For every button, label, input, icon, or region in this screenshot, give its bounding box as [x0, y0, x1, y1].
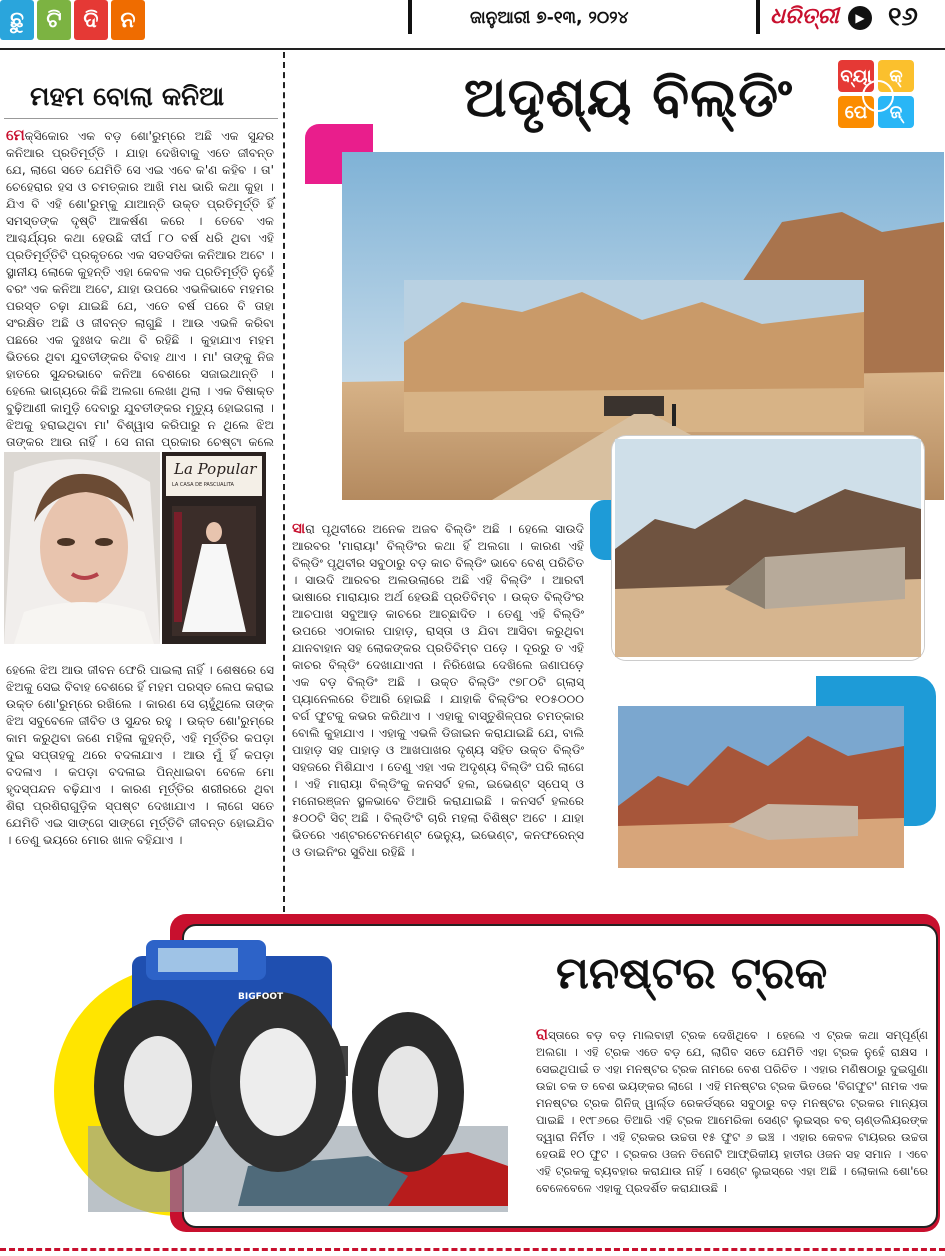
invisible-building-text — [292, 520, 584, 882]
monster-truck-photo — [88, 936, 508, 1212]
wax-bride-title: ମହମ ବୋଲା କନିଆ — [30, 82, 225, 112]
brand-name: ଧରିତ୍ରୀ — [770, 4, 839, 29]
header-rule — [0, 48, 945, 50]
tag-tile-4: ଜ୍ — [878, 96, 914, 128]
logo-tile-1: ଛୁ — [0, 0, 34, 40]
wax-bride-text-1: କ୍ସିକୋର ଏକ ବଡ଼ ଶୋ'ରୁମ୍‌ରେ ଅଛି ଏକ ସୁନ୍ଦର କନିଆର ପ୍ରତିମୂର୍ତ୍ତି । ଯାହା ଦେଖିବାକୁ ଏତେ ଜୀବନ୍ତ ଯେ, ଲାଗେ ସତେ ଯେମିତି ସେ ଏଇ ଏବେ କ'ଣ କହିବ । ତା' ଚେହେରାର ହସ ଓ ଚମତ୍କାର ଆଖି ମଧ ଭାରି କଥା କୁହା । ଯିଏ ବି ଏହି ଶୋ'ରୁମ୍‌କୁ ଯାଆନ୍ତି ଉକ୍ତ ପ୍ରତିମୂର୍ତ୍ତି ହିଁ ସମସ୍ତଙ୍କ ଦୃଷ୍ଟି ଆକର୍ଷଣ କରେ । ତେବେ ଏକ ଆଶ୍ଚର୍ଯ୍ୟର କଥା ହେଉଛି ଦୀର୍ଘ ୮୦ ବର୍ଷ ଧରି ଥିବା ଏହି ପ୍ରତିମୂର୍ତ୍ତିଟି ପ୍ରକୃତରେ ଏକ ସତସତିକା କନିଆର ଅଟେ । ସ୍ଥାନୀୟ ଲୋକେ କୁହନ୍ତି ଏହା କେବଳ ଏକ ପ୍ରତିମୂର୍ତ୍ତି ନୁହେଁ ବରଂ ଏକ କନିଆ ଅଟେ, ଯାହା ଉପରେ ଏଭଳିଭାବେ ମହମର ପରସ୍ତ ଚଢ଼ା ଯାଇଛି ଯେ, ଏତେ ବର୍ଷ ପରେ ବି ତାହା ସଂରକ୍ଷିତ ଅଛି ଓ ଜୀବନ୍ତ ଲାଗୁଛି । ଆଉ ଏଭଳି କରିବା ପଛରେ ଏକ ଦୁଃଖଦ କଥା ବି ରହିଛି । କୁହାଯାଏ ମହମ ଭିତରେ ଥିବା ଯୁବତୀଙ୍କର ବିବାହ ଥାଏ । ମା' ତାଙ୍କୁ ନିଜ ହାତରେ ସୁନ୍ଦରଭାବେ କନିଆ ବେଶରେ ସଜାଇଥାନ୍ତି । ହେଲେ ଭାଗ୍ୟରେ କିଛି ଅଲଗା ଲେଖା ଥିଲା । ଏକ ବିଷାକ୍ତ ବୁଢ଼ିଆଣୀ କାମୁଡ଼ି ଦେବାରୁ ଯୁବତୀଙ୍କର ମୃତ୍ୟୁ ହୋଇଗଲା । ଝିଅକୁ ହରାଇଥିବା ମା' ବିଶ୍ୱାସ କରିପାରୁ ନ ଥିଲେ ଝିଅ ତାଙ୍କର ଆଉ ନାହିଁ । ସେ ନାନା ପ୍ରକାର ଚେଷ୍ଟା କଲେ — [6, 129, 274, 449]
header-divider-right — [756, 0, 760, 34]
dropcap-sa: ସା — [292, 519, 306, 537]
tag-tile-3: ପେ — [838, 96, 874, 128]
logo-tile-2: ଟି — [37, 0, 71, 40]
tag-tile-1: ବ୍ୟା — [838, 60, 874, 92]
dropcap-me: ମେ — [6, 126, 25, 144]
section-logo — [0, 0, 145, 40]
monster-truck-title: ମନଷ୍ଟର ଟ୍ରକ — [556, 948, 828, 999]
wax-bride-paragraph-1 — [6, 126, 274, 449]
column-divider — [283, 52, 285, 912]
shop-window-photo — [162, 452, 266, 644]
invisible-building-body: ରା ପୃଥିବୀରେ ଅନେକ ଅଜବ ବିଲ୍ଡିଂ ଅଛି । ହେଲେ ସାଉଦି ଆରବର 'ମାରାୟା' ବିଲ୍ଡିଂର କଥା ହିଁ ଅଲଗା । କାରଣ ଏହି ବିଲ୍ଡିଂ ପୃଥିବୀର ସବୁଠାରୁ ବଡ଼ କାଚ ବିଲ୍ଡିଂ ଭାବେ ବେଶ୍ ପରିଚିତ । ସାଉଦି ଆରବର ଅଲଉଲାରେ ଅଛି ଏହି ବିଲ୍ଡିଂ । ଆରବୀ ଭାଷାରେ ମାରାୟାର ଅର୍ଥ ହେଉଛି ପ୍ରତିବିମ୍ବ । ଉକ୍ତ ବିଲ୍ଡିଂର ଆଚପାଖ ସବୁଆଡ଼ କାଚରେ ଆଚ୍ଛାଦିତ । ତେଣୁ ଏହି ବିଲ୍ଡିଂ ଉପରେ ଏଠାକାର ପାହାଡ଼, ରାସ୍ତା ଓ ଯିବା ଆସିବା କରୁଥିବା ଯାନବାହାନ ସହ ଲୋକଙ୍କର ପ୍ରତିବିମ୍ବ ପଡ଼େ । ଦୂରରୁ ତ ଏହି କାଚର ବିଲ୍ଡିଂ ଦେଖାଯାଏନା । ନିରିଖେଇ ଦେଖିଲେ ଜଣାପଡ଼େ ଏକ ବଡ଼ ବିଲ୍ଡିଂ ଅଛି । ଉକ୍ତ ବିଲ୍ଡିଂ ୯୭୮୦ଟି ଗ୍ଲାସ୍ ପ୍ୟାନେଲରେ ତିଆରି ହୋଇଛି । ଯାହାକି ବିଲ୍ଡିଂର ୧୦୫୦୦୦ ବର୍ଗ ଫୁଟକୁ କଭର କରିଥାଏ । ଏହାକୁ ବାସ୍ତୁଶିଳ୍ପର ଚମତ୍କାର ବୋଲି କୁହାଯାଏ । ଏହାକୁ ଏଭଳି ଡିଜାଇନ କରାଯାଇଛି ଯେ, ବାଲି ପାହାଡ଼ ସହ ପାହାଡ଼ ଓ ଆଖପାଖର ଦୃଶ୍ୟ ସହିତ ଉକ୍ତ ବିଲ୍ଡିଂ ସହଜରେ ମିଶିଯାଏ । ତେଣୁ ଏହା ଏକ ଅଦୃଶ୍ୟ ବିଲ୍ଡିଂ ପରି ଲାଗେ । ଏହି ମାରାୟା ବିଲ୍ଡିଂକୁ କନସର୍ଟ ହଲ, ଇଭେଣ୍ଟ ସ୍ପେସ୍ ଓ ମନୋରଞ୍ଜନ ସ୍ଥଳଭାବେ ତିଆରି କରାଯାଇଛି । କନସର୍ଟ ହଲରେ ୫୦୦ଟି ସିଟ୍ ଅଛି । ବିଲ୍ଡିଂଟି ଚାରି ମହଲା ବିଶିଷ୍ଟ ଅଟେ । ଯାହା ଭିତରେ ଏଣ୍ଟରଟେନମେଣ୍ଟ ଭେନ୍ୟୁ, ଇଭେଣ୍ଟ, କନଫରେନ୍ସ ଓ ଡାଇନିଂର ସୁବିଧା ରହିଛି । — [292, 522, 584, 859]
title-underline — [4, 118, 278, 119]
shop-sign: La Popular — [174, 460, 257, 478]
maraya-side-photo — [612, 436, 924, 660]
tag-tile-2: କ୍ — [878, 60, 914, 92]
logo-tile-4: ନ — [111, 0, 145, 40]
logo-tile-3: ଦି — [74, 0, 108, 40]
monster-truck-body: ସ୍ତାରେ ବଡ଼ ବଡ଼ ମାଲବାହୀ ଟ୍ରକ ଦେଖିଥିବେ । ହେଲେ ଏ ଟ୍ରକ କଥା ସମ୍ପୂର୍ଣ୍ଣ ଅଲଗା । ଏହି ଟ୍ରକ ଏତେ ବଡ଼ ଯେ, ଲାଗିବ ସତେ ଯେମିତି ଏହା ଟ୍ରକ ନୁହେଁ ରାକ୍ଷସ । ସେଇଥିପାଇଁ ତ ଏହା ମନଷ୍ଟର ଟ୍ରକ ନାମରେ ବେଶ ପରିଚିତ । ଏହାର ମଣିଷଠାରୁ ଦୁଇଗୁଣା ଉଚ୍ଚା ଚକ ତ ବେଶ ଭୟଙ୍କର ଲାଗେ । ଏହି ମନଷ୍ଟର ଟ୍ରକ ଭିତରେ 'ବିଗଫୁଟ' ନାମକ ଏକ ମନଷ୍ଟର ଟ୍ରକ ଗିନିଜ୍ ୱାର୍ଲ୍ଡ ରେକର୍ଡସ୍‌ରେ ସବୁଠାରୁ ବଡ଼ ମନଷ୍ଟର ଟ୍ରକର ମାନ୍ୟତା ପାଇଛି । ୧୯୮୬ରେ ତିଆରି ଏହି ଟ୍ରକ ଆମେରିକା ସେଣ୍ଟ ଲୁଇସ୍‌ର ବବ୍ ଚାଣ୍ଡଲିୟରଙ୍କ ଦ୍ୱାରା ନିର୍ମିତ । ଏହି ଟ୍ରକର ଉଚ୍ଚତା ୧୫ ଫୁଟ ୬ ଇଞ୍ଚ । ଏହାର କେବଳ ଟାୟରର ଉଚ୍ଚତା ହେଉଛି ୧୦ ଫୁଟ । ଟ୍ରକର ଓଜନ ତିନୋଟି ଆଫ୍ରିକୀୟ ହାତୀର ଓଜନ ସହ ସମାନ । ଏବେ ଏହି ଟ୍ରକକୁ ବ୍ୟବହାର କରାଯାଉ ନାହିଁ । ସେଣ୍ଟ ଲୁଇସ୍‌ରେ ଏହା ଅଛି । ଲୋକାଲ ଶୋ'ରେ ବେଳେବେଳେ ଏହାକୁ ପ୍ରଦର୍ଶିତ କରାଯାଉଛି । — [536, 1028, 928, 1195]
mannequin-face-photo — [4, 452, 160, 644]
back-page-tag — [838, 60, 918, 148]
truck-side-text: BIGFOOT — [238, 992, 284, 1002]
magnifier-icon — [862, 80, 894, 112]
footer-rule — [0, 1248, 945, 1251]
play-icon: ▶ — [848, 6, 872, 30]
wax-bride-paragraph-2: ହେଲେ ଝିଅ ଆଉ ଜୀବନ ଫେରି ପାଇଲା ନାହିଁ । ଶେଷରେ ସେ ଝିଅକୁ ସେଇ ବିବାହ ବେଶରେ ହିଁ ମହମ ପରସ୍ତ ଲେପ କରାଇ ଉକ୍ତ ଶୋ'ରୁମ୍‌ରେ ରଖିଲେ । କାରଣ ସେ ଚାହୁଁଥିଲେ ତାଙ୍କ ଝିଅ ସବୁବେଳେ ଜୀବିତ ଓ ସୁନ୍ଦର ରହୁ । ଉକ୍ତ ଶୋ'ରୁମ୍‌ରେ କାମ କରୁଥିବା ଜଣେ ମହିଳା କୁହନ୍ତି, ଏହି ମୂର୍ତ୍ତିର କପଡ଼ା ଦୁଇ ସପ୍ତାହକୁ ଥରେ ବଦଳାଯାଏ । ଆଉ ମୁଁ ହିଁ କପଡ଼ା ବଦଳାଏ । କପଡ଼ା ବଦଳାଇ ପିନ୍ଧାଇବା ବେଳେ ମୋ ହୃଦସ୍ପନ୍ଦନ ବଢ଼ିଯାଏ । କାରଣ ମୂର୍ତ୍ତିର ଶରୀରରେ ଥିବା ଶିରା ପ୍ରଶିରାଗୁଡ଼ିକ ସ୍ପଷ୍ଟ ଦେଖାଯାଏ । ଲାଗେ ସତେ ଯେମିତି ଏଇ ସାଙ୍ଗେ ସାଙ୍ଗେ ମୂର୍ତ୍ତିଟି ଜୀବନ୍ତ ହୋଇଯିବ । ତେଣୁ ଭୟରେ ମୋର ଖାଳ ବହିଯାଏ । — [6, 663, 274, 847]
monster-truck-text — [536, 1026, 928, 1216]
issue-date: ଜାନୁଆରୀ ୭-୧୩, ୨୦୨୪ — [470, 8, 629, 28]
dropcap-ra: ରା — [536, 1025, 548, 1043]
maraya-desert-photo — [618, 706, 904, 868]
header-divider-left — [408, 0, 412, 34]
page-number: ୧୬ — [888, 2, 918, 32]
shop-sign-sub: LA CASA DE PASCUALITA — [172, 482, 234, 488]
invisible-building-title: ଅଦୃଶ୍ୟ ବିଲ୍ଡିଂ — [464, 66, 793, 129]
